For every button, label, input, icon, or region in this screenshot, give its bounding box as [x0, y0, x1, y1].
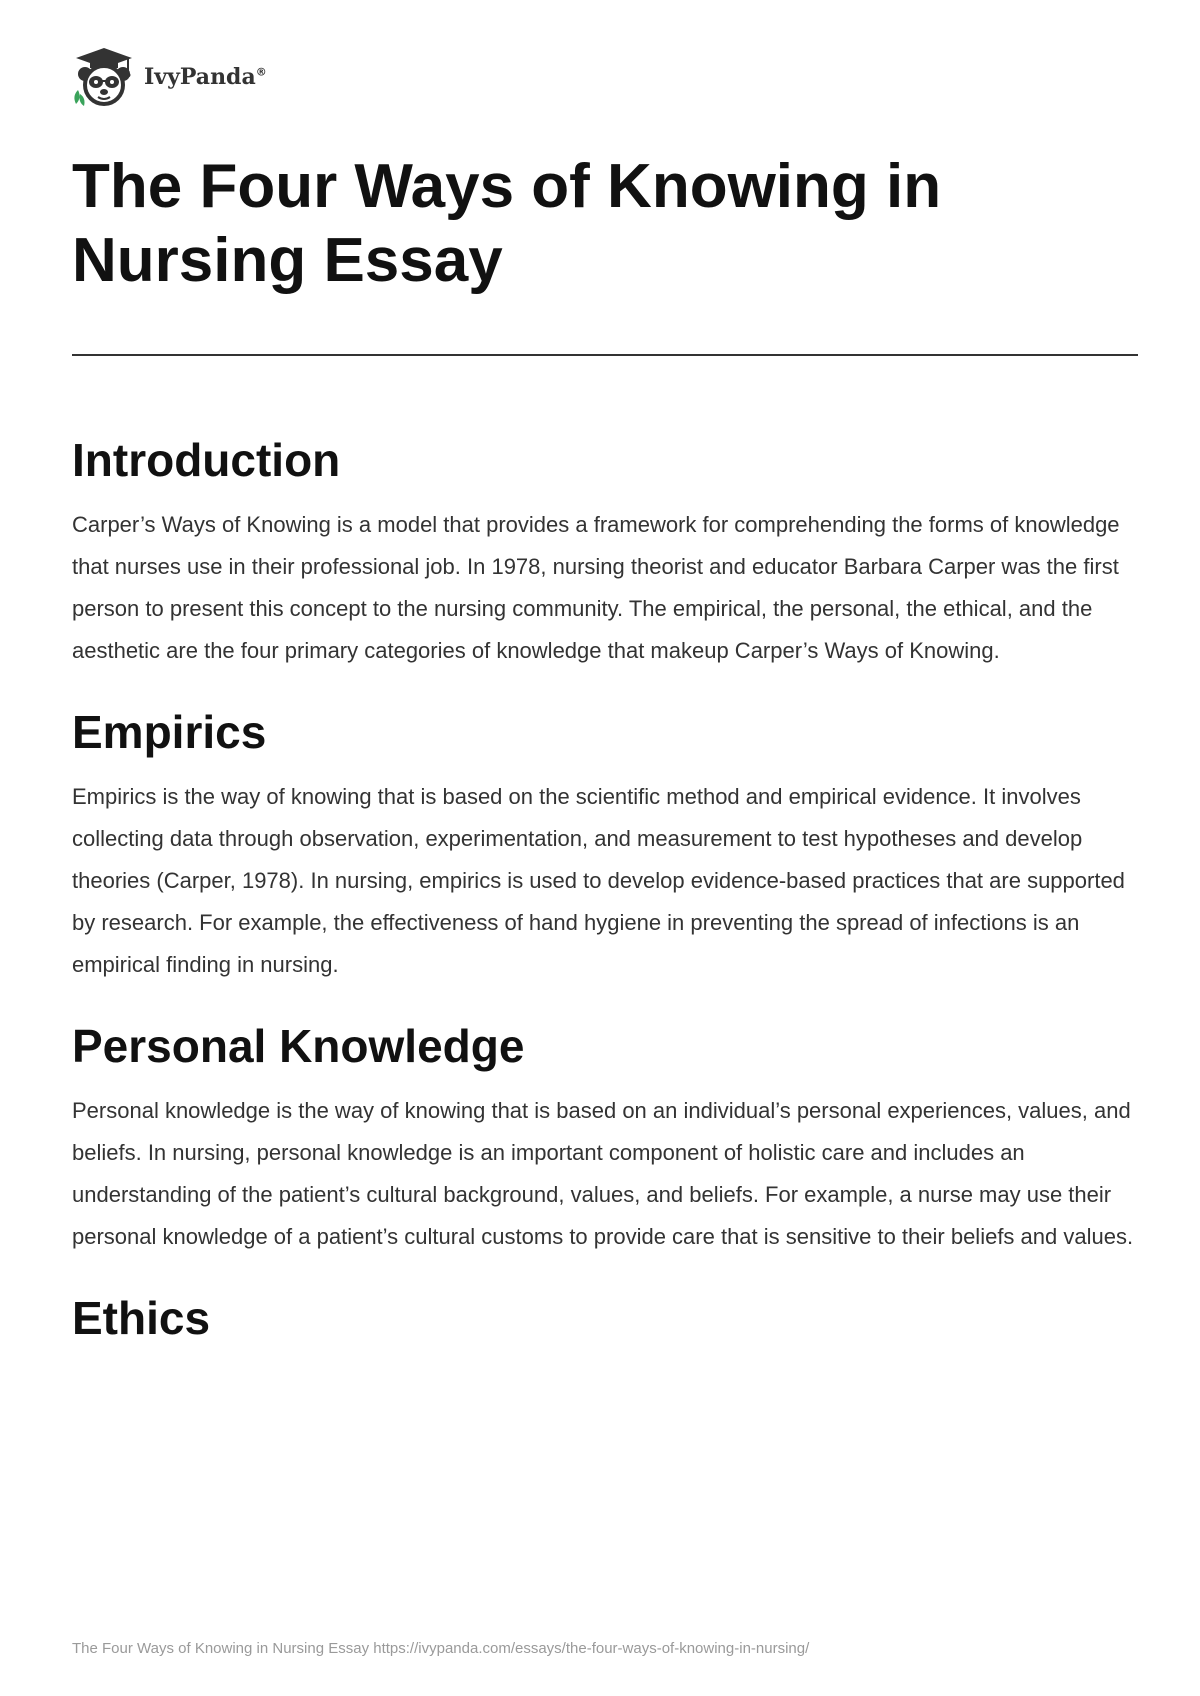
- brand-name-text: IvyPanda: [144, 64, 256, 90]
- footer-title: The Four Ways of Knowing in Nursing Essay: [72, 1640, 370, 1657]
- section-ethics: [72, 1286, 1142, 1350]
- section-heading: Personal Knowledge: [72, 1020, 525, 1072]
- page-footer: [72, 1640, 1142, 1657]
- document-body: [72, 428, 1142, 1350]
- section-empirics: [72, 700, 1142, 986]
- section-heading: Empirics: [72, 706, 267, 758]
- panda-graduate-icon: [70, 44, 140, 108]
- section-paragraph: Personal knowledge is the way of knowing that is based on an individual’s personal experiences, values, and beliefs. In nursing, personal knowledge is an important component of holistic care and includes an understanding of the patient’s cultural background, values, and beliefs. For example, a nurse may use their personal knowledge of a patient’s cultural customs to provide care that is sensitive to their beliefs and values.: [72, 1098, 1134, 1249]
- section-paragraph: Empirics is the way of knowing that is based on the scientific method and empirical evidence. It involves collecting data through observation, experimentation, and measurement to test hypotheses and develop theories (Carper, 1978). In nursing, empirics is used to develop evidence-based practices that are supported by research. For example, the effectiveness of hand hygiene in preventing the spread of infections is an empirical finding in nursing.: [72, 784, 1125, 977]
- registered-mark: ®: [255, 65, 267, 79]
- brand-name: [144, 64, 267, 90]
- document-title: The Four Ways of Knowing in Nursing Essay: [72, 152, 942, 295]
- section-personal-knowledge: [72, 1014, 1142, 1258]
- section-paragraph: Carper’s Ways of Knowing is a model that provides a framework for comprehending the forms of knowledge that nurses use in their professional job. In 1978, nursing theorist and educator Barbara Carper was the first person to present this concept to the nursing community. The empirical, the personal, the ethical, and the aesthetic are the four primary categories of knowledge that makeup Carper’s Ways of Knowing.: [72, 512, 1120, 663]
- footer-url-link[interactable]: https://ivypanda.com/essays/the-four-ways-of-knowing-in-nursing/: [373, 1640, 810, 1657]
- section-heading: Ethics: [72, 1292, 211, 1344]
- section-heading: Introduction: [72, 434, 341, 486]
- title-divider: [72, 354, 1138, 356]
- section-introduction: [72, 428, 1142, 672]
- ivypanda-logo[interactable]: [70, 44, 267, 108]
